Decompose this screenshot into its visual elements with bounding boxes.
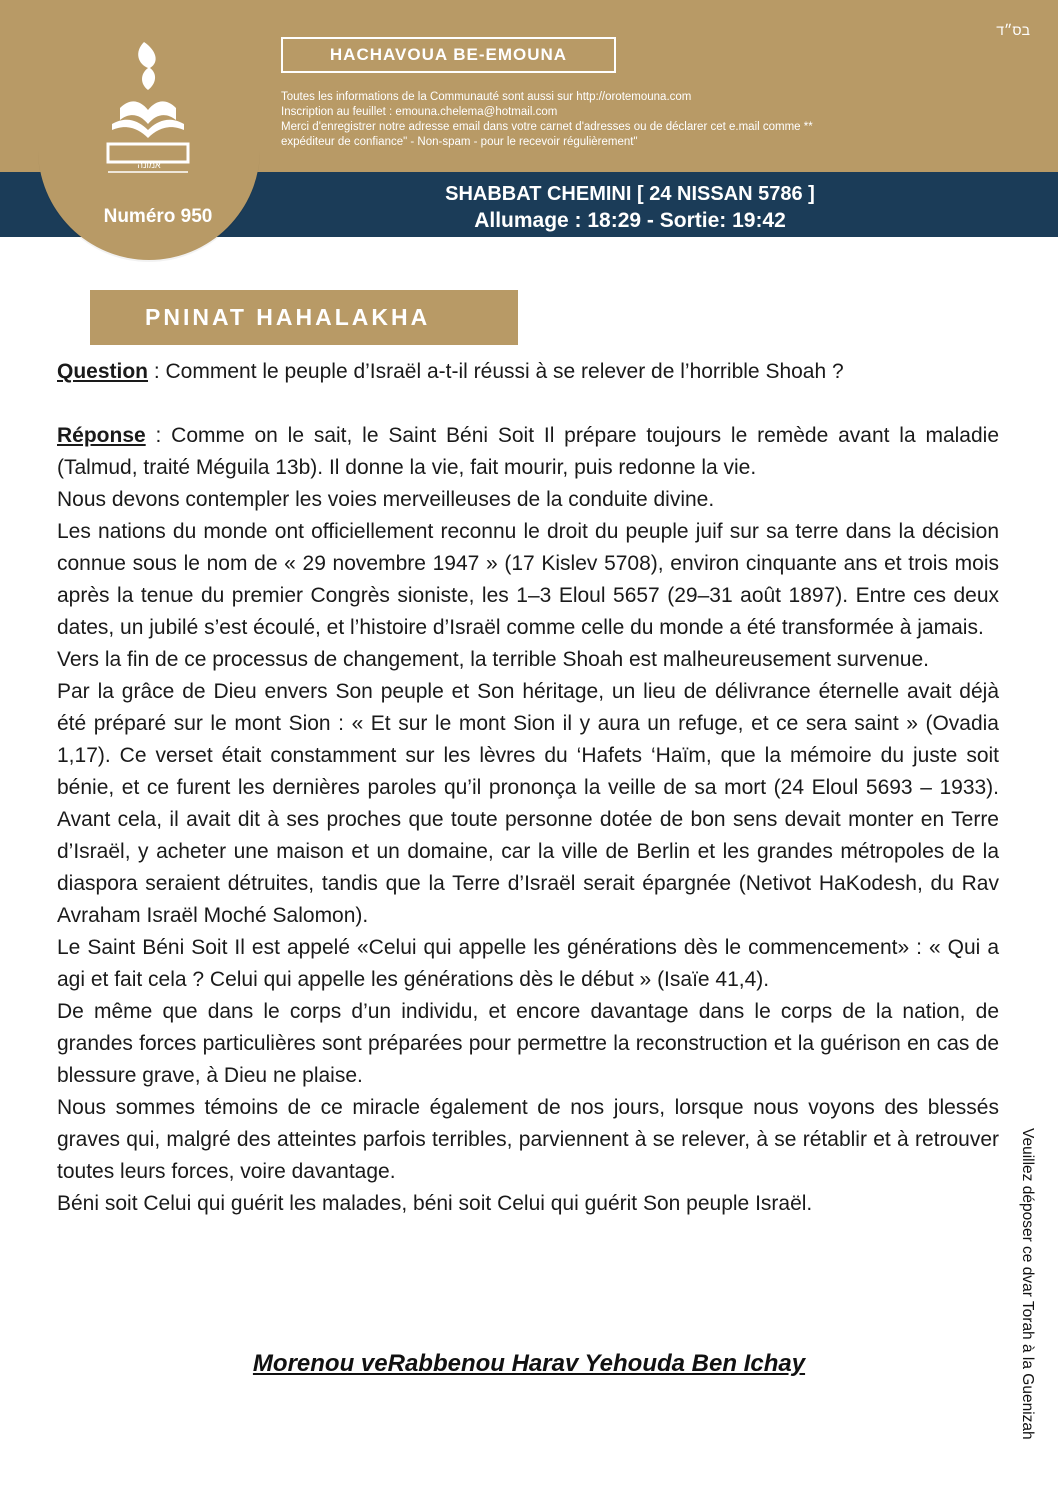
logo-caption: אמונה <box>137 160 161 170</box>
answer-paragraph <box>57 420 999 484</box>
article-paragraph: Vers la fin de ce processus de changement, la terrible Shoah est malheureusement survenue. <box>57 648 930 671</box>
info-line: Inscription au feuillet : emouna.chelema@hotmail.com <box>281 106 558 118</box>
candle-times: Allumage : 18:29 - Sortie: 19:42 <box>474 209 786 232</box>
shabbat-title: SHABBAT CHEMINI [ 24 NISSAN 5786 ] <box>445 183 815 205</box>
question-label: Question <box>57 360 149 383</box>
answer-label: Réponse <box>57 424 146 447</box>
info-line: Toutes les informations de la Communauté sont aussi sur http://orotemouna.com <box>281 91 692 103</box>
article-body <box>57 356 999 1220</box>
info-line: expéditeur de confiance" - Non-spam - pour le recevoir régulièrement" <box>281 136 638 148</box>
info-lines <box>281 90 931 150</box>
article-paragraph: Nous sommes témoins de ce miracle également de nos jours, lorsque nous voyons des blessés graves qui, malgré des atteintes parfois terribles, parviennent à se relever, à se rétablir et à retrouver toutes leurs forces, voire davantage. <box>57 1096 999 1183</box>
bsd-mark: בס״ד <box>996 22 1030 38</box>
author-signature: Morenou veRabbenou Harav Yehouda Ben Ichay <box>252 1350 806 1377</box>
article-paragraph: Le Saint Béni Soit Il est appelé «Celui qui appelle les générations dès le commencement» : « Qui a agi et fait cela ? Celui qui appelle les générations dès le début » (Isaïe 41,4). <box>57 936 999 991</box>
section-title: PNINAT HAHALAKHA <box>90 290 518 345</box>
issue-number: Numéro 950 <box>103 206 213 227</box>
genizah-note-text: Veuillez déposer ce dvar Torah à la Guenizah <box>1019 1128 1036 1440</box>
article-paragraph: Les nations du monde ont officiellement reconnu le droit du peuple juif sur sa terre dans la décision connue sous le nom de « 29 novembre 1947 » (17 Kislev 5708), environ cinquante ans et trois mois après la tenue du premier Congrès sioniste, les 1–3 Eloul 5657 (29–31 août 1897). Entre ces deux dates, un jubilé s’est écoulé, et l’histoire d’Israël comme celle du monde a été transformée à jamais. <box>57 520 999 639</box>
answer-text: : Comme on le sait, le Saint Béni Soit Il prépare toujours le remède avant la maladie (Talmud, traité Méguila 13b). Il donne la vie, fait mourir, puis redonne la vie. <box>57 424 999 479</box>
question-text: : Comment le peuple d’Israël a-t-il réussi à se relever de l’horrible Shoah ? <box>148 360 844 383</box>
article-paragraph: Nous devons contempler les voies merveilleuses de la conduite divine. <box>57 488 715 511</box>
newsletter-title: HACHAVOUA BE-EMOUNA <box>281 37 616 73</box>
article-paragraph: De même que dans le corps d’un individu, et encore davantage dans le corps de la nation, de grandes forces particulières sont préparées pour permettre la reconstruction et la guérison en cas de blessure grave, à Dieu ne plaise. <box>57 1000 999 1087</box>
info-line: Merci d'enregistrer notre adresse email dans votre carnet d'adresses ou de déclarer cet e.mail comme ** <box>281 121 813 133</box>
article-paragraph: Par la grâce de Dieu envers Son peuple et Son héritage, un lieu de délivrance éternelle avait déjà été préparé sur le mont Sion : « Et sur le mont Sion il y aura un refuge, et ce sera saint » (Ovadia 1,17). Ce verset était constamment sur les lèvres du ‘Hafets ‘Haïm, que la mémoire du juste soit bénie, et ce furent les dernières paroles qu’il prononça la veille de sa mort (24 Eloul 5693 – 1933). Avant cela, il avait dit à ses proches que toute personne dotée de bon sens devait monter en Terre d’Israël, y acheter une maison et un domaine, car la ville de Berlin et les grandes métropoles de la diaspora seraient détruites, tandis que la Terre d’Israël serait épargnée (Netivot HaKodesh, du Rav Avraham Israël Moché Salomon). <box>57 680 999 927</box>
article-paragraph: Béni soit Celui qui guérit les malades, béni soit Celui qui guérit Son peuple Israël. <box>57 1192 813 1215</box>
emouna-logo-icon <box>100 38 196 178</box>
genizah-note <box>1010 1128 1040 1478</box>
question-paragraph <box>57 356 999 388</box>
